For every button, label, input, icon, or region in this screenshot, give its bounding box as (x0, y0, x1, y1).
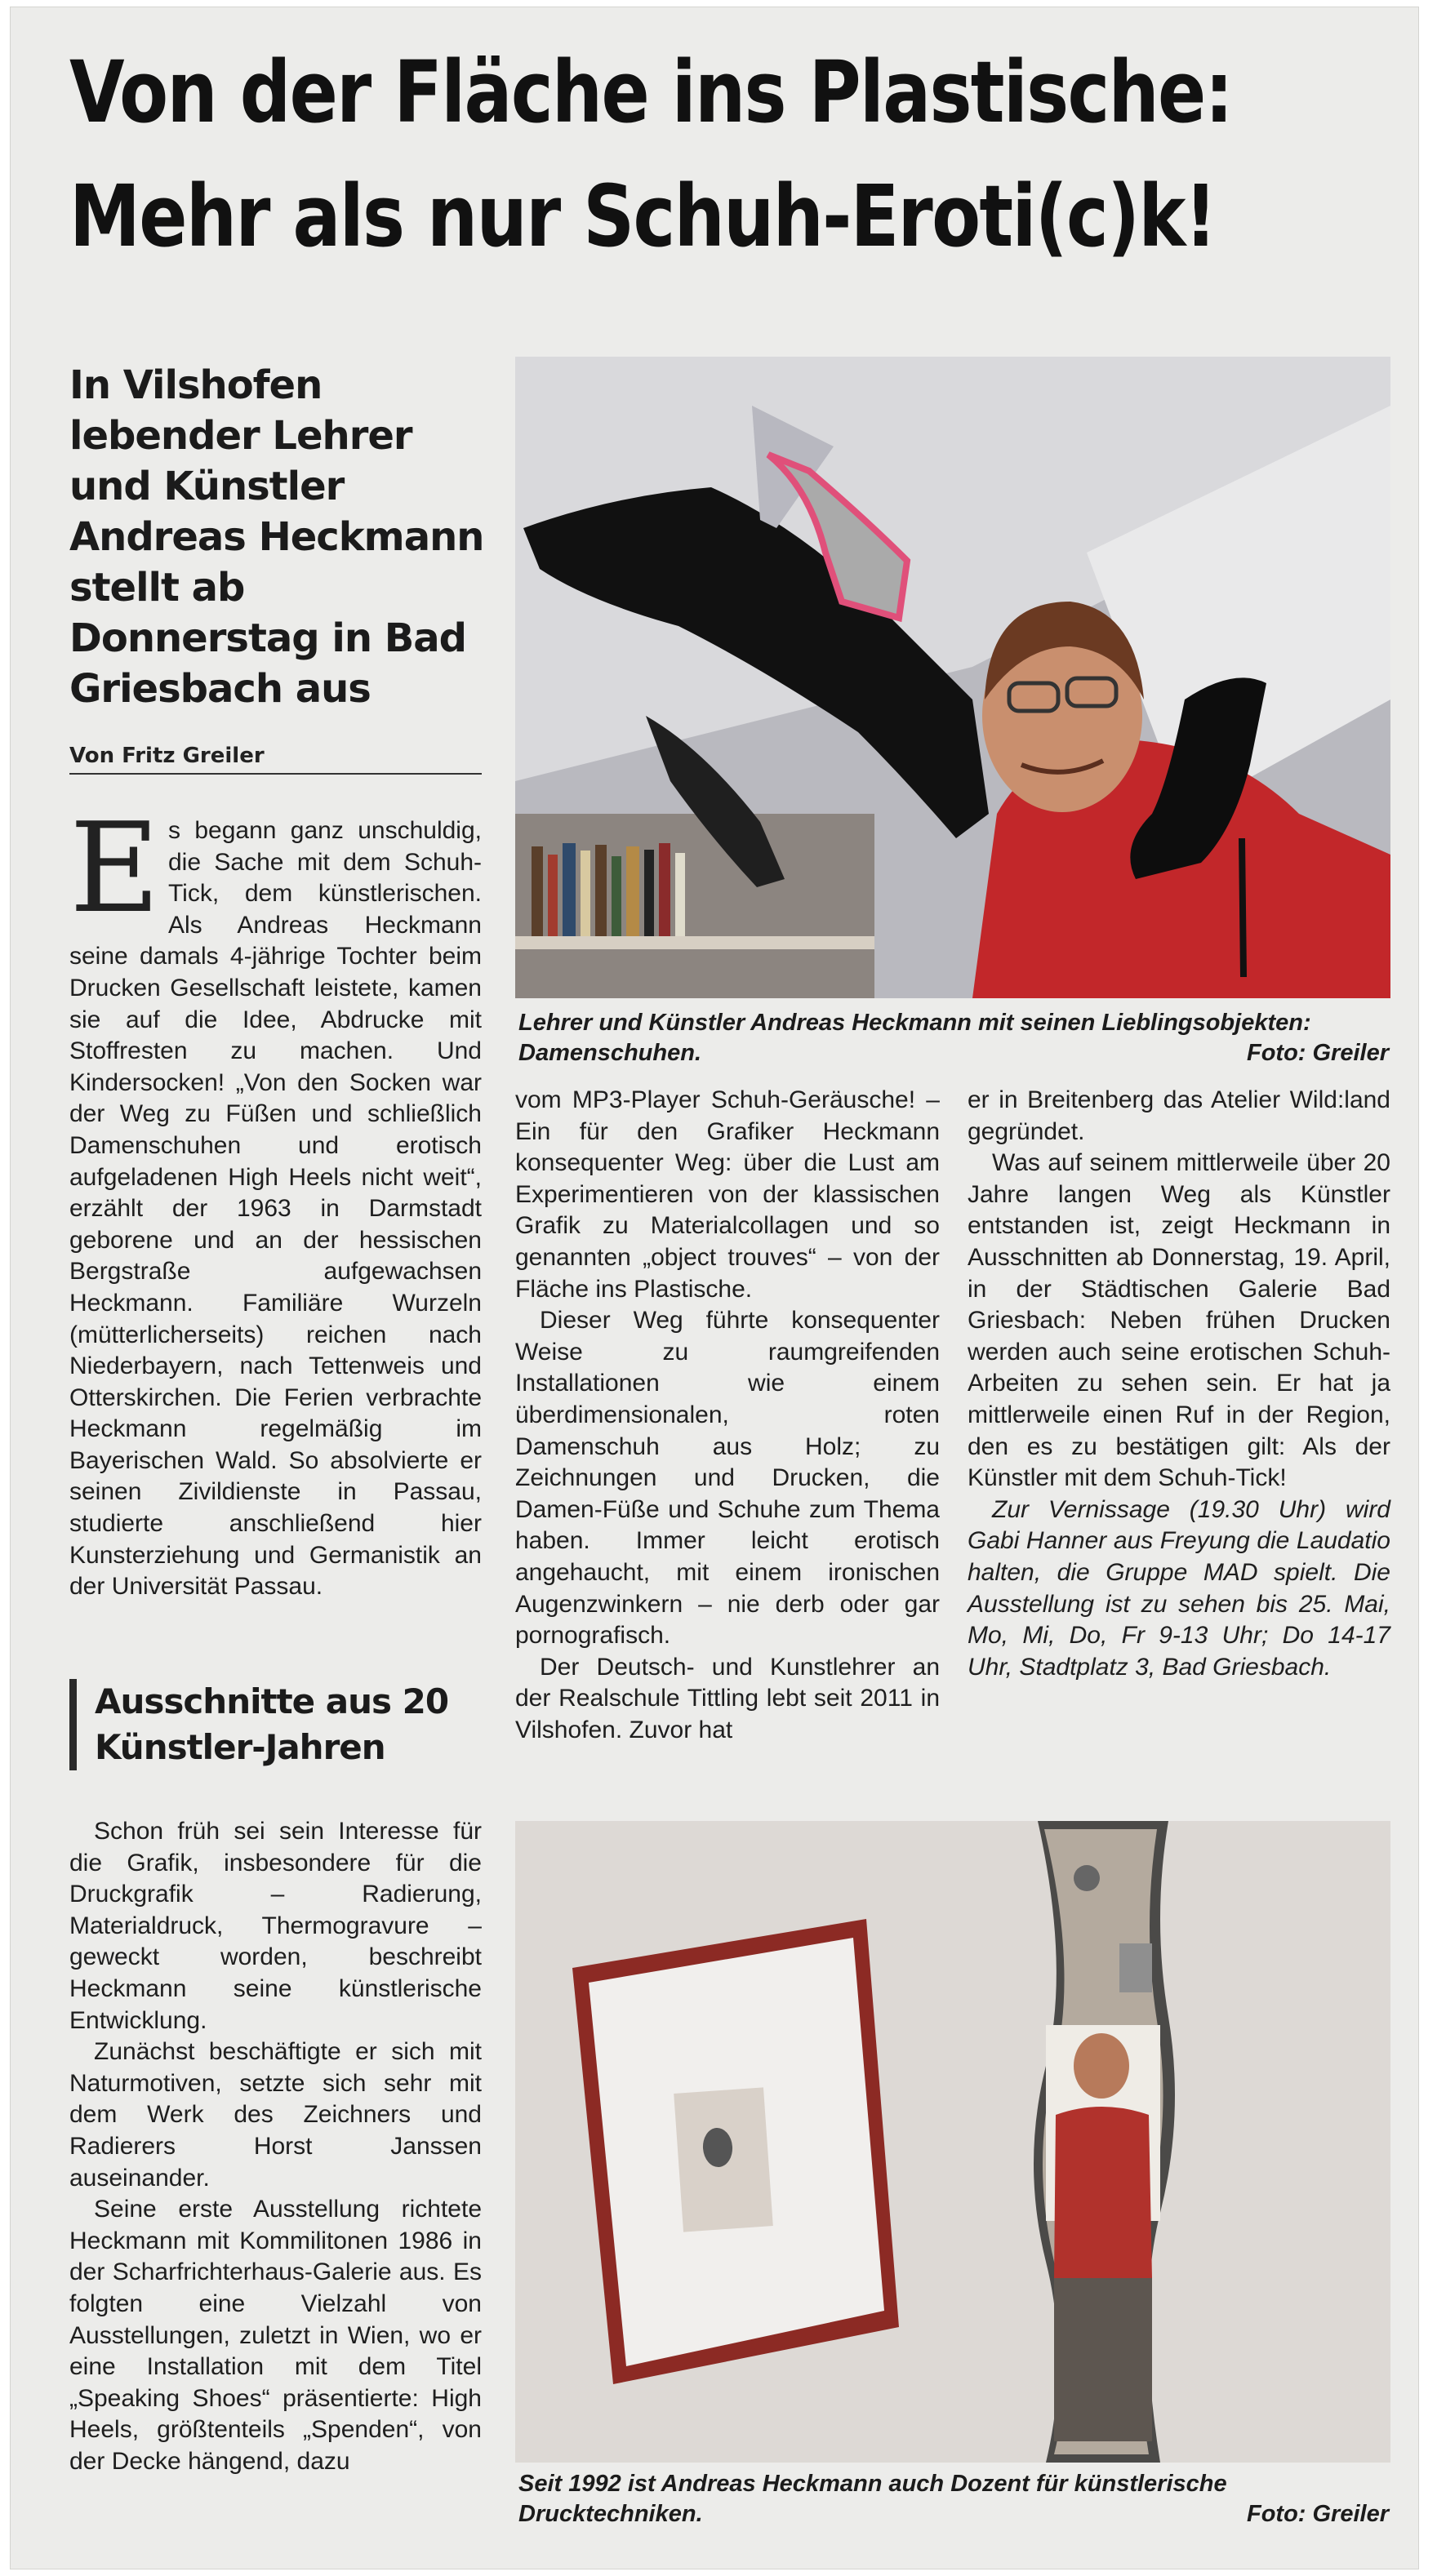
paragraph: Der Deutsch- und Kunstlehrer an der Realschule Tittling lebt seit 2011 in Vilshofen. Zuvor hat (515, 1653, 940, 1743)
column-3 (968, 1085, 1390, 1683)
paragraph: Was auf seinem mittlerweile über 20 Jahre langen Weg als Künstler entstanden ist, zeigt Heckmann in Ausschnitten ab Donnerstag, 19. April, in der Städtischen Galerie Bad Griesbach: Neben frühen Drucken werden auch seine erotischen Schuh-Arbeiten zu sehen sein. Er hat ja mittlerweile einen Ruf in der Region, den es zu bestätigen gilt: Als der Künstler mit dem Schuh-Tick! (968, 1149, 1390, 1492)
caption-text: Lehrer und Künstler Andreas Heckmann mit seinen Lieblingsobjekten: Damenschuhen. (518, 1010, 1311, 1066)
paragraph: er in Breitenberg das Atelier Wild:land gegründet. (968, 1086, 1390, 1145)
column-1-top (69, 796, 482, 1603)
photo-2-caption (518, 2469, 1389, 2529)
paragraph: Zunächst beschäftigte er sich mit Naturmotiven, setzte sich sehr mit dem Werk des Zeichners und Radierers Horst Janssen auseinander. (69, 2038, 482, 2192)
photo-illustration (515, 357, 1390, 998)
paragraph: Dieser Weg führte konsequenter Weise zu raumgreifenden Installationen wie einem überdimensionalen, roten Damenschuh aus Holz; zu Zeichnungen und Drucken, die Damen-Füße und Schuhe zum Thema haben. Immer leicht erotisch angehaucht, mit einem ironischen Augenzwinkern – nie derb oder gar pornografisch. (515, 1307, 940, 1650)
photo-credit: Foto: Greiler (1246, 2501, 1389, 2527)
column-2 (515, 1085, 940, 1746)
photo-heckmann-with-shoes (515, 357, 1390, 998)
paragraph-text: s begann ganz unschuldig, die Sache mit dem Schuh-Tick, dem künstlerischen. Als Andreas Heckmann seine damals 4-jährige Tochter beim Drucken Gesellschaft leistete, kamen sie auf die Idee, Abdrucke mit Stoffresten zu machen. Und Kindersocken! „Von den Socken war der Weg zu Füßen und schließlich Damenschuhen und erotisch aufgeladenen High Heels nicht weit“, erzählt der 1963 in Darmstadt geborene und an der hessischen Bergstraße aufgewachsen Heckmann. Familiäre Wurzeln (mütterlicherseits) reichen nach Niederbayern, nach Tettenweis und Otterskirchen. Die Ferien verbrachte Heckmann regelmäßig im Bayerischen Wald. So absolvierte er seinen Zivildienste in Passau, studierte anschließend hier Kunsterziehung und Germanistik an der Universität Passau. (69, 817, 482, 1601)
subtitle-deck: In Vilshofen lebender Lehrer und Künstler Andreas Heckmann stellt ab Donnerstag in Bad Griesbach aus (69, 362, 484, 712)
paragraph: vom MP3-Player Schuh-Geräusche! – Ein für den Grafiker Heckmann konsequenter Weg: über die Lust am Experimentieren von der klassischen Grafik zu Materialcollagen und so genannten „object trouves“ – von der Fläche ins Plastische. (515, 1086, 940, 1303)
photo-illustration (515, 1821, 1390, 2463)
caption-text: Seit 1992 ist Andreas Heckmann auch Dozent für künstlerische Drucktechniken. (518, 2471, 1227, 2527)
photo-1-caption (518, 1008, 1389, 1068)
paragraph: Zur Vernissage (19.30 Uhr) wird Gabi Hanner aus Freyung die Laudatio halten, die Gruppe MAD spielt. Die Ausstellung ist zu sehen bis 25. Mai, Mo, Mi, Do, Fr 9-13 Uhr; Do 14-17 Uhr, Stadtplatz 3, Bad Griesbach. (968, 1495, 1390, 1681)
column-1-bottom (69, 1816, 482, 2477)
byline: Von Fritz Greiler (69, 744, 482, 775)
newspaper-clipping (10, 7, 1419, 2569)
headline-line-1: Von der Fläche ins Plastische: (69, 42, 1232, 142)
paragraph: Schon früh sei sein Interesse für die Grafik, insbesondere für die Druckgrafik – Radierung, Materialdruck, Thermogravure – geweckt worden, beschreibt Heckmann seine künstlerische Entwicklung. (69, 1818, 482, 2034)
photo-framed-print-and-mirror (515, 1821, 1390, 2463)
drop-cap: E (69, 796, 160, 940)
section-subhead: Ausschnitte aus 20 Künstler-Jahren (69, 1679, 503, 1770)
headline-line-2: Mehr als nur Schuh-Eroti(c)k! (69, 167, 1216, 266)
paragraph (69, 796, 482, 1603)
photo-credit: Foto: Greiler (1246, 1040, 1389, 1066)
paragraph: Seine erste Ausstellung richtete Heckmann mit Kommilitonen 1986 in der Scharfrichterhaus-Galerie aus. Es folgten eine Vielzahl von Ausstellungen, zuletzt in Wien, wo er eine Installation mit dem Titel „Speaking Shoes“ präsentierte: High Heels, größtenteils „Spenden“, von der Decke hängend, dazu (69, 2196, 482, 2475)
